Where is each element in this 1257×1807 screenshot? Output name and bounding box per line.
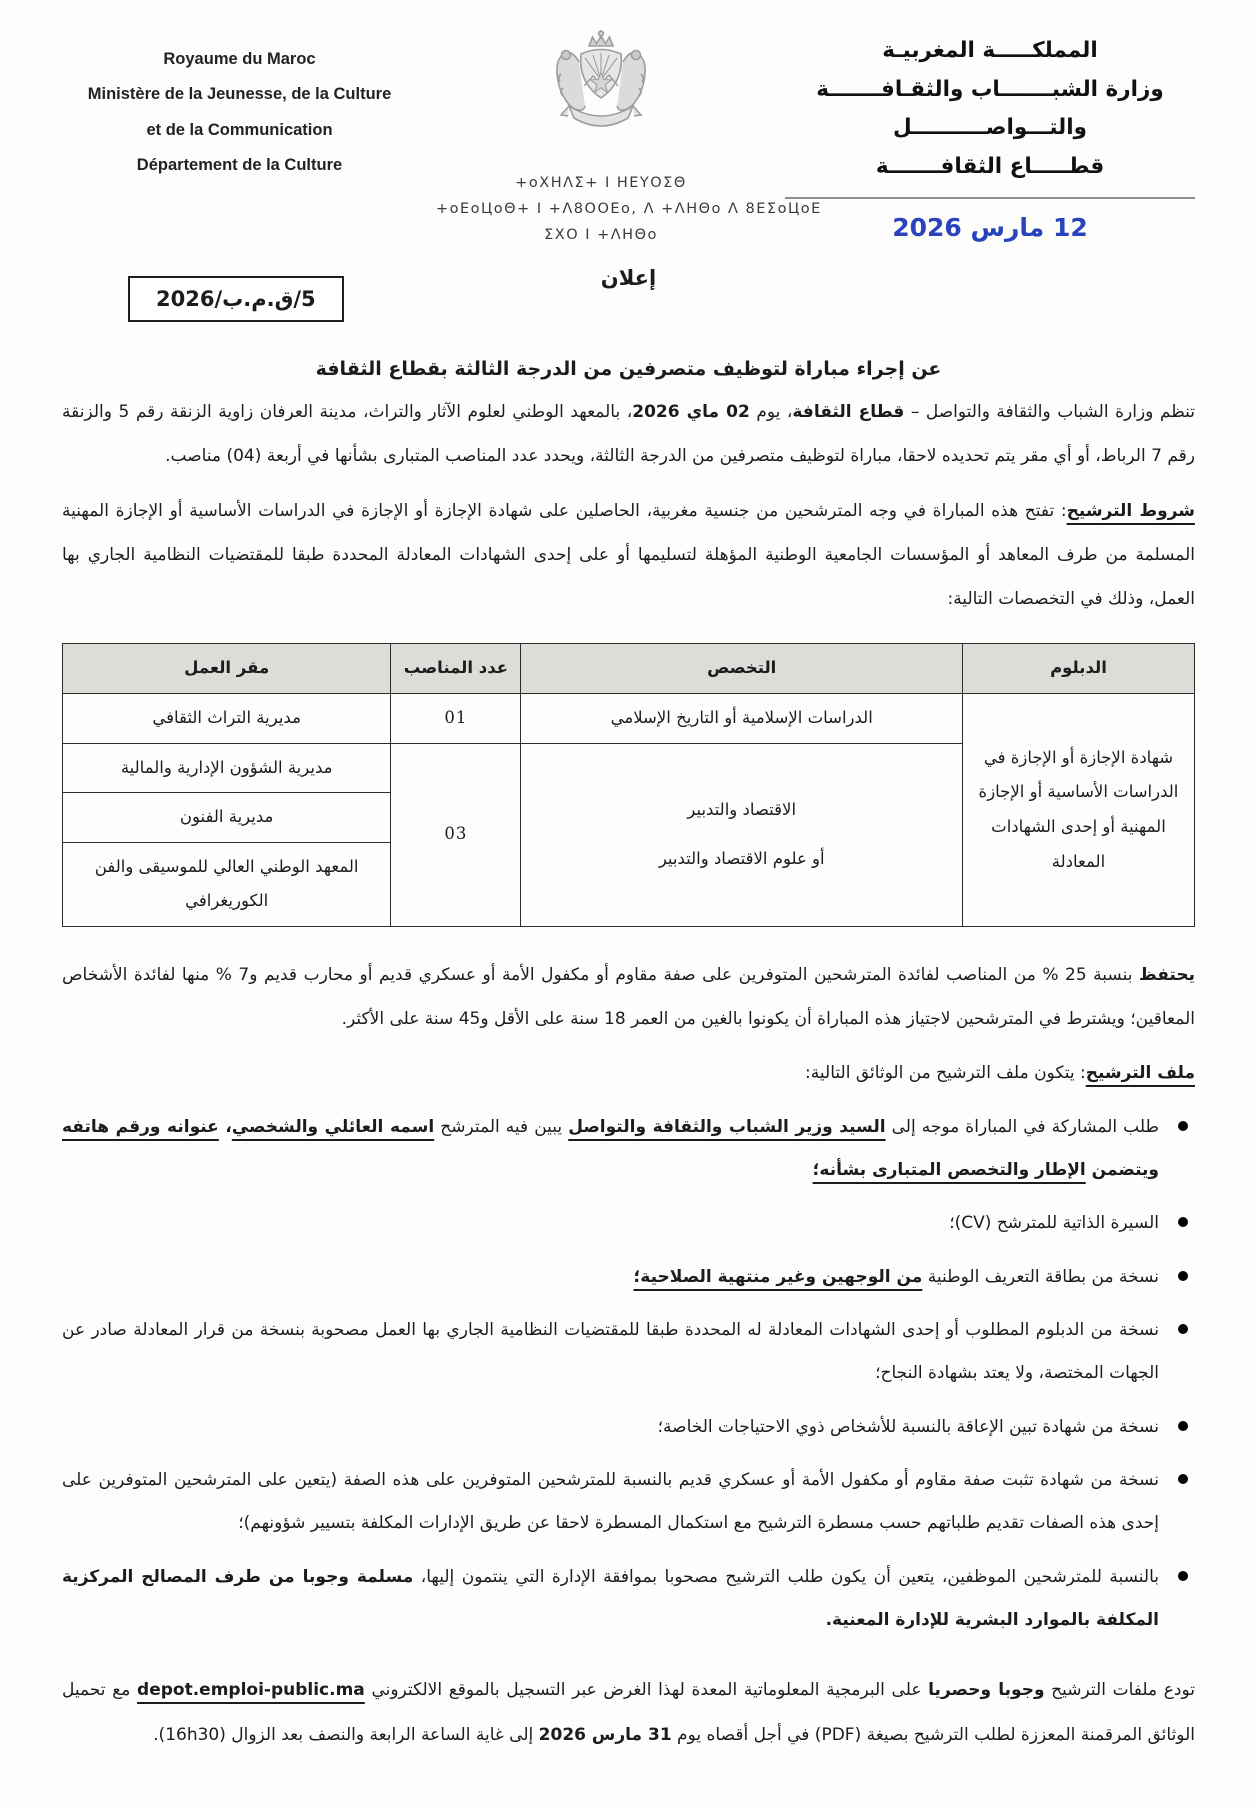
bullet-icon <box>1178 1217 1188 1227</box>
workplace-cell: المعهد الوطني العالي للموسيقى والفن الكوريغرافي <box>63 842 391 926</box>
workplace-cell: مديرية التراث الثقافي <box>63 693 391 743</box>
french-line: Ministère de la Jeunesse, de la Culture <box>87 85 392 104</box>
tifinagh-line: +oΕoЦoΘ+ I +Λ8ΟΟΕo, Λ +ΛΗΘo Λ 8ΕΣoЦoΕ <box>436 201 822 218</box>
reference-row <box>62 258 1195 344</box>
list-item <box>62 1459 1195 1546</box>
list-item <box>62 1256 1195 1299</box>
moroccan-coat-of-arms-icon <box>549 28 653 166</box>
quota-paragraph: يحتفظ بنسبة 25 % من المناصب لفائدة المترشحين المتوفرين على صفة مقاوم أو مكفول الأمة أو عسكري قديم أو محارب قديم و7 % منها لفائدة الأشخاص المعاقين؛ ويشترط في المترشحين لاجتياز هذه المباراة أن يكونوا بالغين من العمر 18 سنة على الأقل و45 سنة على الأكثر. <box>62 965 1195 1030</box>
tifinagh-line: ΣXΟ I +ΛΗΘo <box>544 227 658 244</box>
list-item <box>62 1556 1195 1643</box>
list-item-text: نسخة من بطاقة التعريف الوطنية من الوجهين وغير منتهية الصلاحية؛ <box>633 1266 1159 1287</box>
list-item-text: نسخة من شهادة تبين الإعاقة بالنسبة للأشخاص ذوي الاحتياجات الخاصة؛ <box>657 1416 1159 1437</box>
table-header-row <box>63 644 1195 694</box>
specialty-cell <box>521 743 962 927</box>
arabic-ministry-header <box>785 28 1195 199</box>
arabic-line: وزارة الشبـــــــاب والثقـافـــــــة <box>816 76 1164 102</box>
tifinagh-line: +oXHΛΣ+ I HΕΥΟΣΘ <box>515 175 687 191</box>
document-header <box>62 28 1195 248</box>
list-item-text: طلب المشاركة في المباراة موجه إلى السيد وزير الشباب والثقافة والتواصل يبين فيه المترشح اسمه العائلي والشخصي، عنوانه ورقم هاتفه ويتضمن الإطار والتخصص المتبارى بشأنه؛ <box>62 1116 1159 1180</box>
workplace-cell: مديرية الشؤون الإدارية والمالية <box>63 743 391 793</box>
list-item-text: نسخة من شهادة تثبت صفة مقاوم أو مكفول الأمة أو عسكري قديم بالنسبة للمترشحين المتوفرين على هذه الصفة (يتعين على المترشحين المتوفرين على إحدى هذه الصفات تقديم طلباتهم حسب مسطرة الترشيح مع استكمال المسطرة لاحقا عن طريق الإدارات المكلفة بتسيير شؤونهم)؛ <box>62 1470 1159 1534</box>
bullet-icon <box>1178 1474 1188 1484</box>
col-header-positions: عدد المناصب <box>391 644 521 694</box>
specialty-cell: الدراسات الإسلامية أو التاريخ الإسلامي <box>521 693 962 743</box>
bullet-icon <box>1178 1121 1188 1131</box>
date-stamp: 12 مارس 2026 <box>892 212 1088 242</box>
list-item <box>62 1106 1195 1193</box>
bullet-icon <box>1178 1421 1188 1431</box>
specialty-line: الاقتصاد والتدبير <box>687 800 797 820</box>
list-item-text: نسخة من الدبلوم المطلوب أو إحدى الشهادات المعادلة له المحددة طبقا للمقتضيات النظامية الجاري بها العمل مصحوبة بنسخة من قرار المعادلة صادر عن الجهات المختصة، ولا يعتد بشهادة النجاح؛ <box>62 1320 1159 1384</box>
table-row <box>63 693 1195 743</box>
bullet-icon <box>1178 1324 1188 1334</box>
list-item-text: بالنسبة للمترشحين الموظفين، يتعين أن يكون طلب الترشيح مصحوبا بموافقة الإدارة التي ينتمون إليها، مسلمة وجوبا من طرف المصالح المركزية المكلفة بالموارد البشرية للإدارة المعنية. <box>62 1566 1159 1631</box>
french-line: et de la Communication <box>146 120 333 139</box>
specialty-line: أو علوم الاقتصاد والتدبير <box>658 848 825 868</box>
workplace-cell: مديرية الفنون <box>63 793 391 843</box>
file-section-lead: ملف الترشيح: يتكون ملف الترشيح من الوثائق التالية: <box>805 1063 1195 1084</box>
arabic-ministry-block <box>785 28 1195 242</box>
bullet-icon <box>1178 1271 1188 1281</box>
col-header-workplace: مقر العمل <box>63 644 391 694</box>
positions-table <box>62 643 1195 927</box>
list-item <box>62 1202 1195 1245</box>
french-ministry-block <box>62 28 417 184</box>
emblem-block <box>436 28 822 248</box>
col-header-diploma: الدبلوم <box>962 644 1194 694</box>
announcement-subtitle: عن إجراء مباراة لتوظيف متصرفين من الدرجة الثالثة بقطاع الثقافة <box>315 358 942 381</box>
french-line: Département de la Culture <box>136 156 343 175</box>
required-documents-list <box>62 1106 1195 1643</box>
conditions-paragraph: شروط الترشيح: تفتح هذه المباراة في وجه المترشحين من جنسية مغربية، الحاصلين على شهادة الإجازة أو الإجازة في الدراسات الأساسية أو الإجازة المهنية المسلمة من طرف المعاهد أو المؤسسات الجامعية الوطنية المؤهلة لتسليمها أو على إحدى الشهادات المعادلة المحددة طبقا للمقتضيات النظامية الجاري بها العمل، وذلك في التخصصات التالية: <box>62 500 1195 610</box>
arabic-line: والتـــواصــــــــــل <box>893 115 1087 141</box>
intro-paragraph: تنظم وزارة الشباب والثقافة والتواصل – قطاع الثقافة، يوم 02 ماي 2026، بالمعهد الوطني لعلوم الآثار والتراث، مدينة العرفان زاوية الزنقة رقم 5 والزنقة رقم 7 الرباط، أو أي مقر يتم تحديده لاحقا، مباراة لتوظيف متصرفين من الدرجة الثالثة، ويحدد عدد المناصب المتبارى بشأنها في أربعة (04) مناصب. <box>62 402 1196 467</box>
list-item <box>62 1406 1195 1449</box>
col-header-specialty: التخصص <box>521 644 962 694</box>
arabic-line: المملكـــــة المغربيـة <box>882 38 1098 63</box>
list-item <box>62 1309 1195 1396</box>
page-title: إعلان <box>600 266 657 291</box>
bullet-icon <box>1178 1571 1188 1581</box>
reference-number-box: 5/ق.م.ب/2026 <box>128 276 344 322</box>
arabic-line: قطـــــاع الثقافـــــــة <box>875 154 1105 180</box>
diploma-cell: شهادة الإجازة أو الإجازة في الدراسات الأساسية أو الإجازة المهنية أو إحدى الشهادات المعادلة <box>962 693 1194 926</box>
positions-cell: 01 <box>391 693 521 743</box>
positions-cell: 03 <box>391 743 521 927</box>
closing-paragraph: تودع ملفات الترشيح وجوبا وحصريا على البرمجية المعلوماتية المعدة لهذا الغرض عبر التسجيل بالموقع الالكتروني depot.emploi-public.ma مع تحميل الوثائق المرقمنة المعززة لطلب الترشيح بصيغة (PDF) في أجل أقصاه يوم 31 مارس 2026 إلى غاية الساعة الرابعة والنصف بعد الزوال (16h30). <box>62 1680 1196 1745</box>
list-item-text: السيرة الذاتية للمترشح (CV)؛ <box>949 1213 1159 1234</box>
french-line: Royaume du Maroc <box>163 50 316 68</box>
